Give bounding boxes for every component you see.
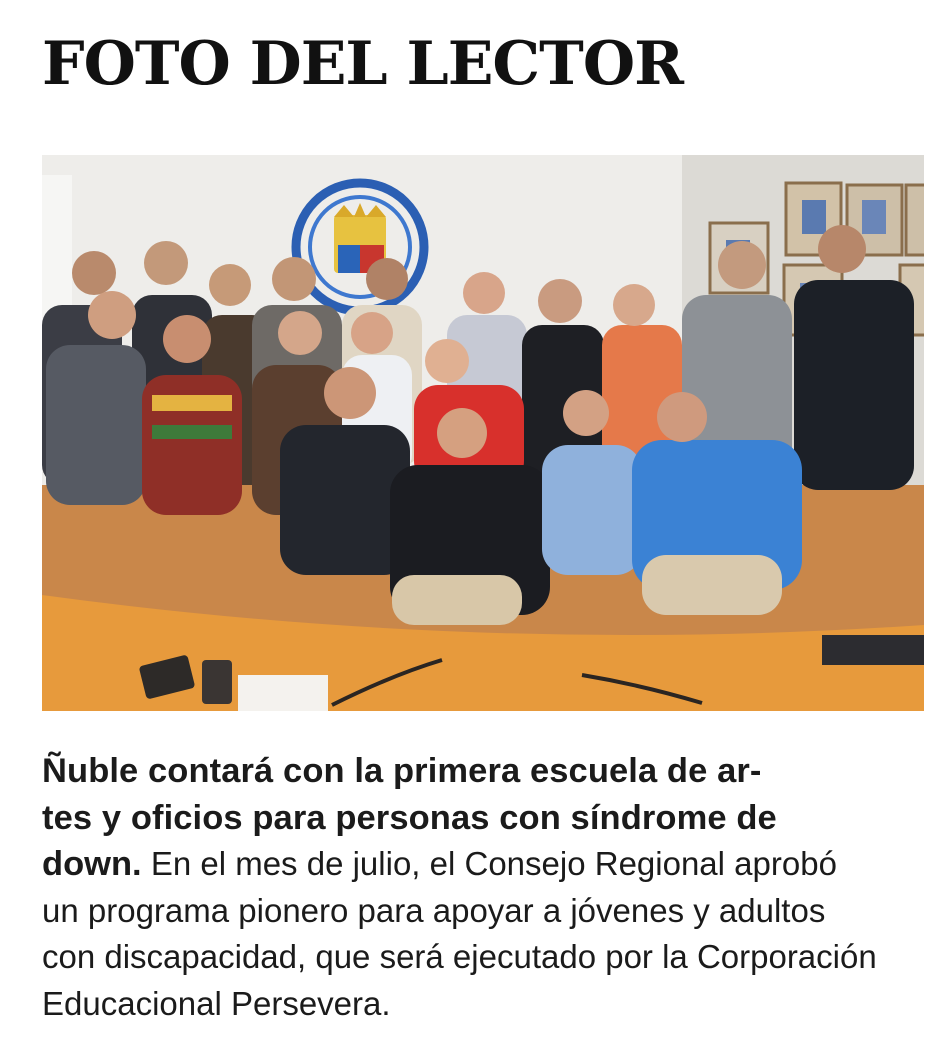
- group-photo-illustration: [42, 155, 924, 711]
- article-body: [42, 748, 924, 1027]
- headline-line-2: tes y oficios para personas con síndrome de: [42, 798, 777, 837]
- body-line-1: En el mes de julio, el Consejo Regional aprobó: [150, 845, 837, 882]
- section-title: FOTO DEL LECTOR: [42, 29, 683, 99]
- lead-line: [42, 841, 924, 888]
- group-photo: [42, 155, 924, 711]
- body-line-2: un programa pionero para apoyar a jóvenes y adultos: [42, 891, 826, 929]
- headline-tail: down.: [42, 845, 142, 883]
- headline-line-1: Ñuble contará con la primera escuela de ar-: [42, 752, 762, 790]
- body-line-4: Educacional Persevera.: [42, 984, 391, 1022]
- body-line-3: con discapacidad, que será ejecutado por la Corporación: [42, 938, 877, 975]
